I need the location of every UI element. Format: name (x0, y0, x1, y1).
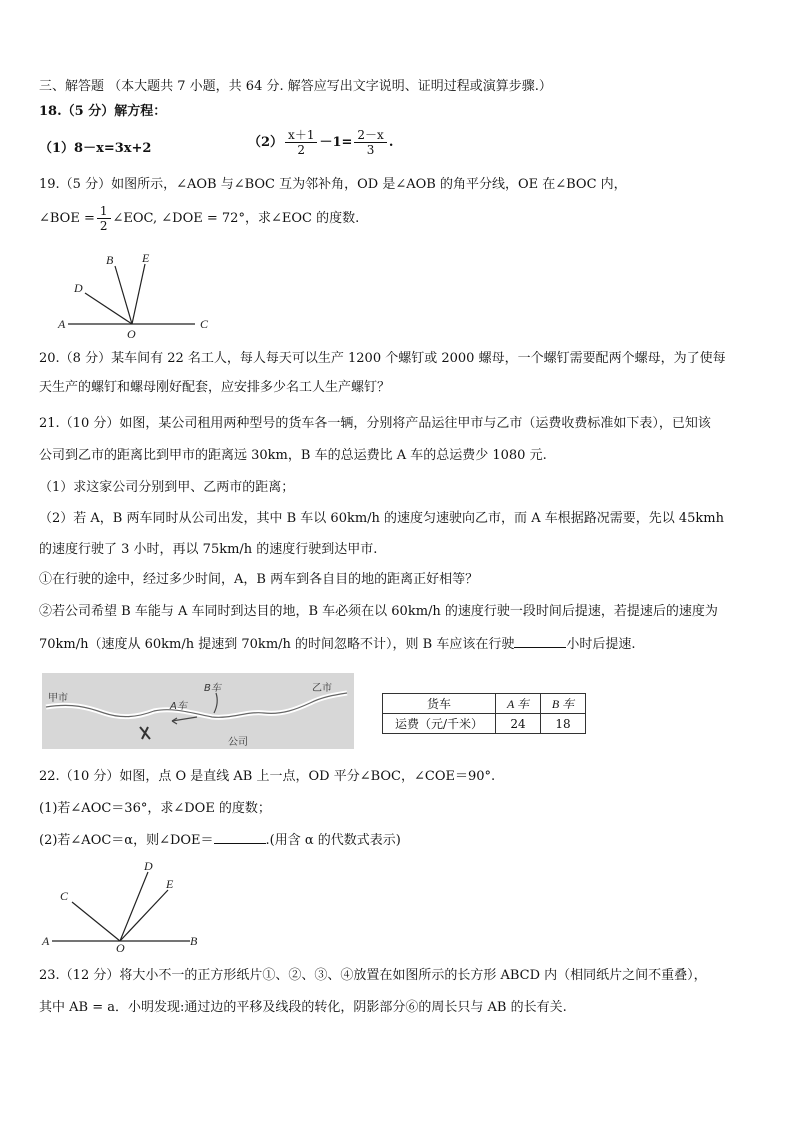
q21-route-map (42, 673, 354, 749)
q18-frac2-denominator: 3 (366, 143, 375, 157)
q18-frac1-denominator: 2 (297, 143, 306, 157)
q19-label-a: A (58, 317, 66, 331)
q21-route-map-drawing (42, 673, 354, 749)
q18-fraction-1 (285, 128, 317, 157)
q22-line1: 22.（10 分）如图，点 O 是直线 AB 上一点，OD 平分∠BOC，∠COE＝90°. (39, 769, 496, 784)
q21-fare-cell: 运费（元/千米） (383, 714, 496, 734)
q19-line2 (39, 204, 359, 233)
q21-line8 (39, 635, 636, 654)
q18-heading: 18.（5 分）解方程： (39, 104, 167, 119)
q18-frac2-numerator: 2－x (354, 128, 386, 143)
q21-map-label-yi: 乙市 (312, 683, 332, 694)
q18-middle: －1= (319, 135, 353, 150)
q21-fare-data-row (383, 714, 586, 734)
q22-label-b: B (190, 934, 198, 948)
q22-label-e: E (166, 877, 174, 891)
q23-line1: 23.（12 分）将大小不一的正方形纸片①、②、③、④放置在如图所示的长方形 ABCD 内（相同纸片之间不重叠）， (39, 968, 707, 983)
q21-fare-cell: 18 (541, 714, 586, 734)
q22-label-d: D (144, 859, 153, 873)
q21-line5: 的速度行驶了 3 小时，再以 75km/h 的速度行驶到达甲市. (39, 542, 378, 557)
q21-line1: 21.（10 分）如图，某公司租用两种型号的货车各一辆，分别将产品运往甲市与乙市（运费收费标准如下表），已知该 (39, 416, 711, 431)
q22-label-o: O (116, 941, 125, 953)
q21-fare-table (382, 693, 586, 734)
q22-line3-end: .(用含 α 的代数式表示) (265, 833, 401, 848)
q21-map-label-company: 公司 (228, 737, 248, 748)
q21-map-label-b-car: B车 (204, 683, 221, 694)
q21-line8-end: 小时后提速. (566, 637, 636, 652)
q19-line2-end: ∠EOC, ∠DOE = 72°，求∠EOC 的度数. (112, 211, 360, 226)
q22-line2: (1)若∠AOC＝36°，求∠DOE 的度数； (39, 801, 271, 816)
q19-frac-numerator: 1 (97, 204, 111, 219)
q21-map-label-jia: 甲市 (48, 693, 68, 704)
q19-line2-start: ∠BOE = (39, 211, 95, 226)
q21-fare-header-cell: 货车 (383, 694, 496, 714)
q21-fare-cell: 24 (496, 714, 541, 734)
q22-answer-blank (214, 831, 266, 844)
q19-label-d: D (74, 281, 83, 295)
q18-part2 (248, 128, 393, 157)
q22-line3-start: (2)若∠AOC＝α，则∠DOE＝ (39, 833, 214, 848)
q21-fare-header-row (383, 694, 586, 714)
q18-end: . (388, 135, 394, 150)
q19-label-o: O (127, 327, 136, 341)
section-header: 三、解答题 （本大题共 7 小题，共 64 分. 解答应写出文字说明、证明过程或演算步骤.） (39, 79, 552, 94)
q22-label-a: A (42, 934, 50, 948)
q19-fraction (97, 204, 111, 233)
q21-line4: （2）若 A，B 两车同时从公司出发，其中 B 车以 60km/h 的速度匀速驶向乙市，而 A 车根据路况需要，先以 45kmh (39, 511, 724, 526)
q21-line2: 公司到乙市的距离比到甲市的距离远 30km，B 车的总运费比 A 车的总运费少 1080 元. (39, 448, 547, 463)
q22-angle-figure (40, 858, 210, 953)
q21-line3: （1）求这家公司分别到甲、乙两市的距离； (39, 480, 295, 495)
q19-label-b: B (106, 253, 114, 267)
q18-frac1-numerator: x＋1 (285, 128, 317, 143)
q22-label-c: C (60, 889, 69, 903)
q19-line1: 19.（5 分）如图所示，∠AOB 与∠BOC 互为邻补角，OD 是∠AOB 的角平分线，OE 在∠BOC 内， (39, 177, 627, 192)
q19-frac-denominator: 2 (99, 219, 108, 233)
q18-part1: （1）8－x=3x+2 (39, 141, 152, 156)
q21-line7: ②若公司希望 B 车能与 A 车同时到达目的地，B 车必须在以 60km/h 的速度行驶一段时间后提速，若提速后的速度为 (39, 604, 718, 619)
q21-map-label-a-car: A车 (170, 701, 187, 712)
q21-fare-header-cell: A 车 (496, 694, 541, 714)
q20-line2: 天生产的螺钉和螺母刚好配套，应安排多少名工人生产螺钉？ (39, 380, 391, 395)
q18-part2-prefix: （2） (248, 135, 284, 150)
q21-fare-header-cell: B 车 (541, 694, 586, 714)
q23-line2: 其中 AB = a．小明发现:通过边的平移及线段的转化，阴影部分⑥的周长只与 AB 的长有关. (39, 1000, 567, 1015)
q19-label-e: E (142, 251, 150, 265)
q18-fraction-2 (354, 128, 386, 157)
q21-line8-start: 70km/h（速度从 60km/h 提速到 70km/h 的时间忽略不计），则 B 车应该在行驶 (39, 637, 515, 652)
q21-line6: ①在行驶的途中，经过多少时间，A，B 两车到各自目的地的距离正好相等？ (39, 572, 479, 587)
q22-line3 (39, 831, 401, 850)
q20-line1: 20.（8 分）某车间有 22 名工人，每人每天可以生产 1200 个螺钉或 2000 螺母，一个螺钉需要配两个螺母，为了使每 (39, 351, 726, 366)
q19-angle-figure (50, 248, 230, 343)
q21-answer-blank (514, 635, 566, 648)
q19-label-c: C (200, 317, 209, 331)
